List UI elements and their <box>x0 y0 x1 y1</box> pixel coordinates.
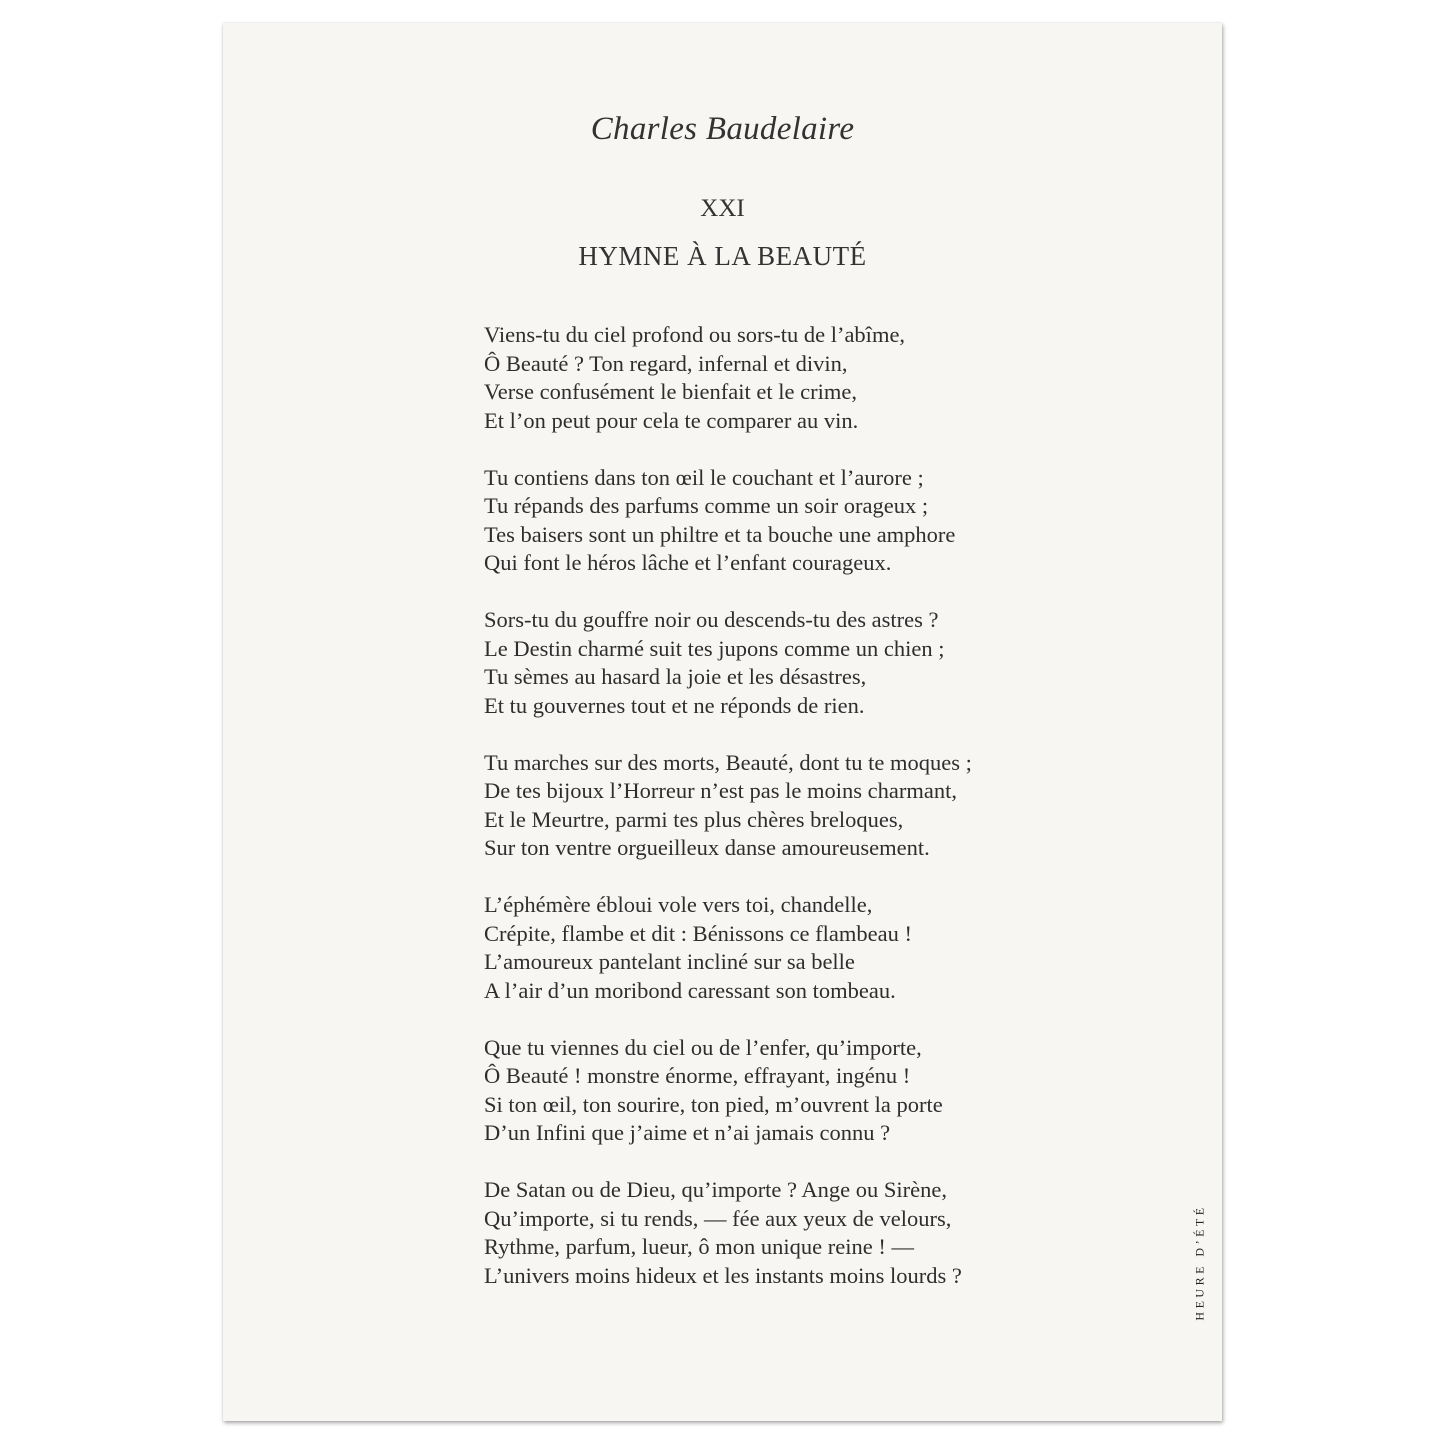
stanza-2 <box>484 464 1104 578</box>
verse-line: Que tu viennes du ciel ou de l’enfer, qu’importe, <box>484 1034 922 1060</box>
stanza-3 <box>484 606 1104 720</box>
verse-line: Tes baisers sont un philtre et ta bouche une amphore <box>484 521 956 547</box>
verse-line: Le Destin charmé suit tes jupons comme un chien ; <box>484 635 945 661</box>
verse-line: Crépite, flambe et dit : Bénissons ce flambeau ! <box>484 920 912 946</box>
verse-line: Et l’on peut pour cela te comparer au vin. <box>484 407 859 433</box>
verse-line: Rythme, parfum, lueur, ô mon unique reine ! — <box>484 1234 914 1259</box>
verse-line: L’éphémère ébloui vole vers toi, chandelle, <box>484 892 873 917</box>
stanza-7 <box>484 1176 1104 1290</box>
verse-line: Tu marches sur des morts, Beauté, dont tu te moques ; <box>484 749 972 775</box>
verse-line: L’amoureux pantelant incliné sur sa belle <box>484 949 855 974</box>
verse-line: D’un Infini que j’aime et n’ai jamais connu ? <box>484 1120 891 1145</box>
verse-line: Sur ton ventre orgueilleux danse amoureusement. <box>484 835 930 860</box>
verse-line: L’univers moins hideux et les instants moins lourds ? <box>484 1262 962 1288</box>
stanza-4 <box>484 749 1104 863</box>
verse-line: Tu contiens dans ton œil le couchant et l’aurore ; <box>484 464 924 490</box>
verse-line: Tu répands des parfums comme un soir orageux ; <box>484 493 929 518</box>
author-name: Charles Baudelaire <box>590 111 855 147</box>
verse-line: De tes bijoux l’Horreur n’est pas le moins charmant, <box>484 778 957 803</box>
poem-body <box>484 321 1104 1319</box>
poem-number: XXI <box>700 195 745 222</box>
verse-line: Qu’importe, si tu rends, — fée aux yeux de velours, <box>484 1205 952 1231</box>
verse-line: Verse confusément le bienfait et le crime, <box>484 379 857 404</box>
verse-line: Sors-tu du gouffre noir ou descends-tu des astres ? <box>484 607 939 632</box>
stanza-5 <box>484 891 1104 1005</box>
stanza-6 <box>484 1034 1104 1148</box>
brand-label: HEURE D’ÉTÉ <box>1192 1204 1207 1321</box>
verse-line: A l’air d’un moribond caressant son tombeau. <box>484 977 896 1003</box>
brand-mark <box>1185 1185 1215 1340</box>
verse-line: Et le Meurtre, parmi tes plus chères breloques, <box>484 806 904 832</box>
stanza-1 <box>484 321 1104 435</box>
verse-line: Viens-tu du ciel profond ou sors-tu de l’abîme, <box>484 322 906 347</box>
verse-line: Si ton œil, ton sourire, ton pied, m’ouvrent la porte <box>484 1091 943 1117</box>
poem-poster <box>223 23 1222 1421</box>
verse-line: De Satan ou de Dieu, qu’importe ? Ange ou Sirène, <box>484 1177 948 1202</box>
verse-line: Ô Beauté ? Ton regard, infernal et divin, <box>484 350 848 376</box>
verse-line: Tu sèmes au hasard la joie et les désastres, <box>484 664 867 689</box>
verse-line: Et tu gouvernes tout et ne réponds de rien. <box>484 692 865 718</box>
poem-title: HYMNE À LA BEAUTÉ <box>578 241 867 271</box>
verse-line: Ô Beauté ! monstre énorme, effrayant, ingénu ! <box>484 1063 911 1088</box>
verse-line: Qui font le héros lâche et l’enfant courageux. <box>484 550 892 575</box>
